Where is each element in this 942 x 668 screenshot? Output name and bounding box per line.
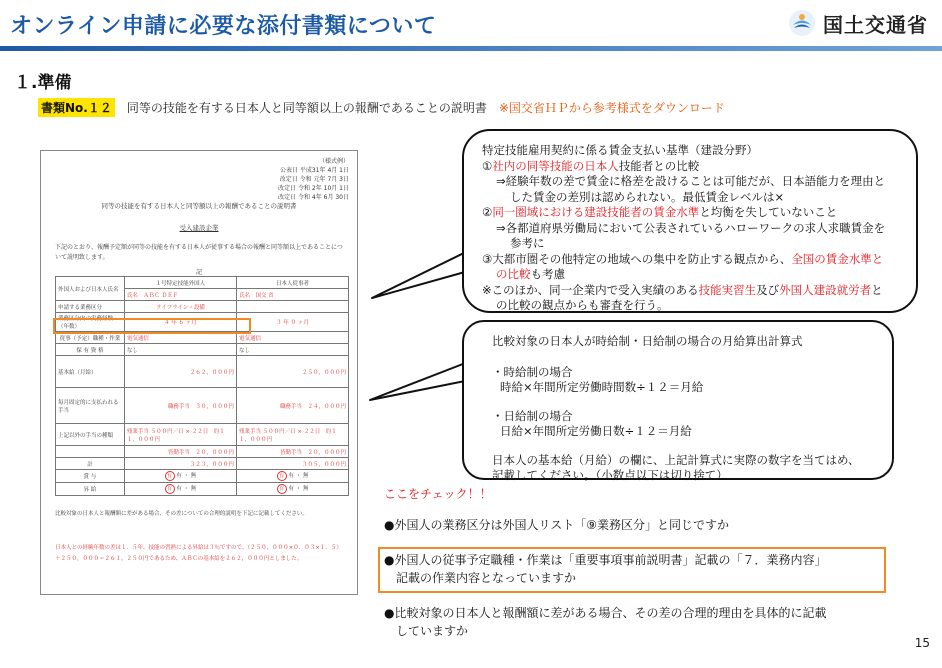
check-item-3: ●比較対象の日本人と報酬額に差がある場合、その差の合理的理由を具体的に記載 bbox=[384, 606, 827, 620]
callout2-title: 比較対象の日本人が時給制・日給制の場合の月給算出計算式 bbox=[492, 334, 803, 348]
table-cell: なし bbox=[124, 344, 236, 356]
table-cell: 皆勤手当 ２０，０００円 bbox=[236, 446, 348, 458]
callout1-pointer bbox=[372, 250, 472, 298]
table-cell: ライフライン・設備 bbox=[124, 301, 236, 313]
bonus-options: 有 ・ 無 bbox=[288, 473, 309, 479]
point-num: ① bbox=[482, 158, 493, 173]
table-cell bbox=[236, 301, 348, 313]
form-explanation: 日本人との経験年数の差は１．５年、技能の習熟による昇給は３％ですので、（２５０，０００×０．０３×１．５）＋２５０，０００＝２６１，２５０円であるため、ＡＢＣの基本給を２６２，０００円としました。 bbox=[55, 545, 342, 562]
mlit-emblem-icon bbox=[787, 8, 817, 38]
bonus-options: 有 ・ 無 bbox=[176, 473, 197, 479]
check-item-3-cont: していますか bbox=[396, 624, 469, 638]
check-heading: ここをチェック！！ bbox=[384, 487, 492, 501]
formula-note: 記載してください。（小数点以下は切り捨て） bbox=[492, 468, 728, 482]
table-cell: 氏名 国交 省 bbox=[236, 289, 348, 301]
table-cell: 計 bbox=[56, 458, 125, 470]
table-row bbox=[56, 424, 349, 446]
callout1-point3-cont bbox=[482, 267, 898, 283]
table-cell: 従事（予定）職種・作業 bbox=[56, 332, 125, 344]
form-company: 受入建設企業 bbox=[179, 224, 219, 232]
sample-form bbox=[40, 150, 358, 595]
callout1-point2 bbox=[482, 205, 898, 221]
callout1-sub: ⇒各都道府県労働局において公表されているハローワークの求人求職賃金を bbox=[496, 220, 886, 235]
table-cell bbox=[124, 470, 236, 483]
point-highlight: 社内の同等技能の日本人 bbox=[492, 158, 619, 173]
table-row bbox=[56, 446, 349, 458]
table-cell: 残業手当 ５００円／日 × ２２日 約１１，０００円 bbox=[236, 424, 348, 446]
callout1-sub: ⇒経験年数の差で賃金に格差を設けることは可能だが、日本語能力を理由と bbox=[496, 174, 886, 188]
table-cell: ２６２，０００円 bbox=[124, 356, 236, 388]
form-meta-line: （様式例） bbox=[318, 158, 349, 165]
table-cell: なし bbox=[236, 344, 348, 356]
form-table bbox=[55, 276, 349, 496]
callout1-point3 bbox=[482, 252, 898, 268]
table-cell: 職務手当 ３０，０００円 bbox=[124, 388, 236, 424]
callout2-pointer bbox=[370, 362, 470, 400]
table-cell: ３ 年 ０ ヶ月 bbox=[236, 313, 348, 332]
table-cell: 業務区分内の実務経験（年数） bbox=[56, 313, 125, 332]
table-cell: 毎月固定的に支払われる手当 bbox=[56, 388, 125, 424]
table-row bbox=[56, 277, 349, 289]
point-text: と均衡を失していないこと bbox=[699, 205, 838, 219]
form-meta-line: 改定日 令和 4年 6月 30日 bbox=[278, 194, 349, 201]
note-text: ※このほか、同一企業内で受入実績のある bbox=[482, 282, 699, 297]
raise-options: 有 ・ 無 bbox=[176, 486, 197, 492]
formula-callout bbox=[462, 320, 894, 480]
table-cell: ３０５，０００円 bbox=[236, 458, 348, 470]
point-highlight: の比較 bbox=[496, 267, 531, 281]
document-description: 同等の技能を有する日本人と同等額以上の報酬であることの説明書 bbox=[126, 101, 487, 115]
table-cell: 申請する業務区分 bbox=[56, 301, 125, 313]
callout1-point1 bbox=[482, 159, 898, 175]
hourly-heading: ・時給制の場合 bbox=[492, 365, 573, 379]
table-cell: 外国人および日本人氏名 bbox=[56, 277, 125, 301]
circle-mark: 有 bbox=[165, 484, 175, 494]
table-cell: 保 有 資 格 bbox=[56, 344, 125, 356]
form-meta-line: 改定日 令和 元年 7月 3日 bbox=[279, 176, 349, 183]
check-item-1: ●外国人の業務区分は外国人リスト「⑨業務区分」と同じですか bbox=[384, 518, 729, 532]
daily-heading: ・日給制の場合 bbox=[492, 409, 573, 423]
form-ki: 記 bbox=[195, 269, 202, 276]
table-cell bbox=[236, 483, 348, 496]
table-cell bbox=[124, 483, 236, 496]
circle-mark: 有 bbox=[277, 484, 287, 494]
daily-formula: 日給×年間所定労働日数÷１２＝月給 bbox=[500, 424, 692, 438]
table-row bbox=[56, 301, 349, 313]
point-highlight: 全国の賃金水準と bbox=[791, 251, 884, 266]
form-footer-note: 比較対象の日本人と報酬額に差がある場合、その差についての合理的説明を下記に記載してください。 bbox=[55, 511, 308, 517]
table-cell: 職務手当 ２４，０００円 bbox=[236, 388, 348, 424]
table-cell: 上記以外の手当の種類 bbox=[56, 424, 125, 446]
section-title: １.準備 bbox=[14, 73, 72, 93]
table-cell: 皆勤手当 ２０，０００円 bbox=[124, 446, 236, 458]
table-cell: 日本人従事者 bbox=[236, 277, 348, 289]
form-meta-line: 改定日 令和 2年 10月 1日 bbox=[278, 185, 349, 192]
check-item-2: ●外国人の従事予定職種・作業は「重要事項事前説明書」記載の「７．業務内容」 bbox=[384, 553, 827, 567]
callout1-sub: 参考に bbox=[510, 236, 545, 250]
table-cell: 氏名 ＡＢＣ ＤＥＦ bbox=[124, 289, 236, 301]
table-cell: 昇 給 bbox=[56, 483, 125, 496]
table-cell: ２５０，０００円 bbox=[236, 356, 348, 388]
callout1-note bbox=[482, 283, 898, 299]
table-cell bbox=[236, 470, 348, 483]
note-text: と bbox=[871, 282, 883, 297]
circle-mark: 有 bbox=[165, 471, 175, 481]
table-cell: 基本給（月給） bbox=[56, 356, 125, 388]
header-rule bbox=[0, 46, 942, 51]
point-highlight: 同一圏域における建設技能者の賃金水準 bbox=[492, 205, 700, 219]
table-cell bbox=[56, 446, 125, 458]
point-text: も考慮 bbox=[530, 267, 565, 281]
table-row bbox=[56, 470, 349, 483]
occupation-row-highlight bbox=[53, 318, 251, 334]
wage-standard-callout bbox=[462, 129, 918, 313]
form-meta bbox=[278, 157, 349, 202]
page-header bbox=[0, 0, 942, 52]
table-cell: 残業手当 ５００円／日 × ２２日 約１１，０００円 bbox=[124, 424, 236, 446]
mlit-logo bbox=[787, 8, 928, 38]
table-cell: ４ 年 ６ ヶ月 bbox=[124, 313, 236, 332]
hourly-formula: 時給×年間所定労働時間数÷１２＝月給 bbox=[500, 380, 704, 394]
callout1-note-cont: の比較の観点からも審査を行う。 bbox=[496, 298, 669, 312]
form-intro: 下記のとおり、報酬予定額が同等の技能を有する日本人が従事する場合の報酬と同等額以上であることについて説明致します。 bbox=[55, 244, 343, 261]
page-number: 15 bbox=[914, 636, 930, 650]
note-text: 及び bbox=[756, 282, 780, 297]
table-row bbox=[56, 458, 349, 470]
table-cell: ３２３，０００円 bbox=[124, 458, 236, 470]
table-row bbox=[56, 356, 349, 388]
point-text: 技能者との比較 bbox=[618, 158, 700, 173]
note-highlight: 外国人建設就労者 bbox=[779, 282, 872, 297]
note-highlight: 技能実習生 bbox=[698, 282, 757, 297]
document-row bbox=[38, 98, 725, 117]
logo-text: 国土交通省 bbox=[823, 12, 928, 37]
point-num: ② bbox=[482, 205, 493, 219]
table-cell: 電気通信 bbox=[124, 332, 236, 344]
document-number-badge: 書類No.１２ bbox=[38, 98, 115, 117]
circle-mark: 有 bbox=[277, 471, 287, 481]
table-row bbox=[56, 483, 349, 496]
callout1-sub: した賃金の差別は認められない。最低賃金レベルは× bbox=[510, 189, 785, 204]
table-cell: 電気通信 bbox=[236, 332, 348, 344]
raise-options: 有 ・ 無 bbox=[288, 486, 309, 492]
form-meta-line: 公表日 平成31年 4月 1日 bbox=[280, 167, 349, 174]
table-row bbox=[56, 344, 349, 356]
page-title: オンライン申請に必要な添付書類について bbox=[10, 14, 437, 39]
point-text: ③大都市圏その他特定の地域への集中を防止する観点から、 bbox=[482, 251, 792, 266]
table-row bbox=[56, 388, 349, 424]
check-item-2-cont: 記載の作業内容となっていますか bbox=[396, 571, 577, 585]
table-cell: １号特定技能外国人 bbox=[124, 277, 236, 289]
callout1-title: 特定技能雇用契約に係る賃金支払い基準（建設分野） bbox=[482, 143, 758, 157]
table-cell: 賞 与 bbox=[56, 470, 125, 483]
download-note[interactable]: ※国交省ＨＰから参考様式をダウンロード bbox=[498, 101, 725, 115]
form-title: 同等の技能を有する日本人と同等額以上の報酬であることの説明書 bbox=[101, 202, 297, 210]
formula-note: 日本人の基本給（月給）の欄に、上記計算式に実際の数字を当てはめ、 bbox=[492, 453, 860, 467]
